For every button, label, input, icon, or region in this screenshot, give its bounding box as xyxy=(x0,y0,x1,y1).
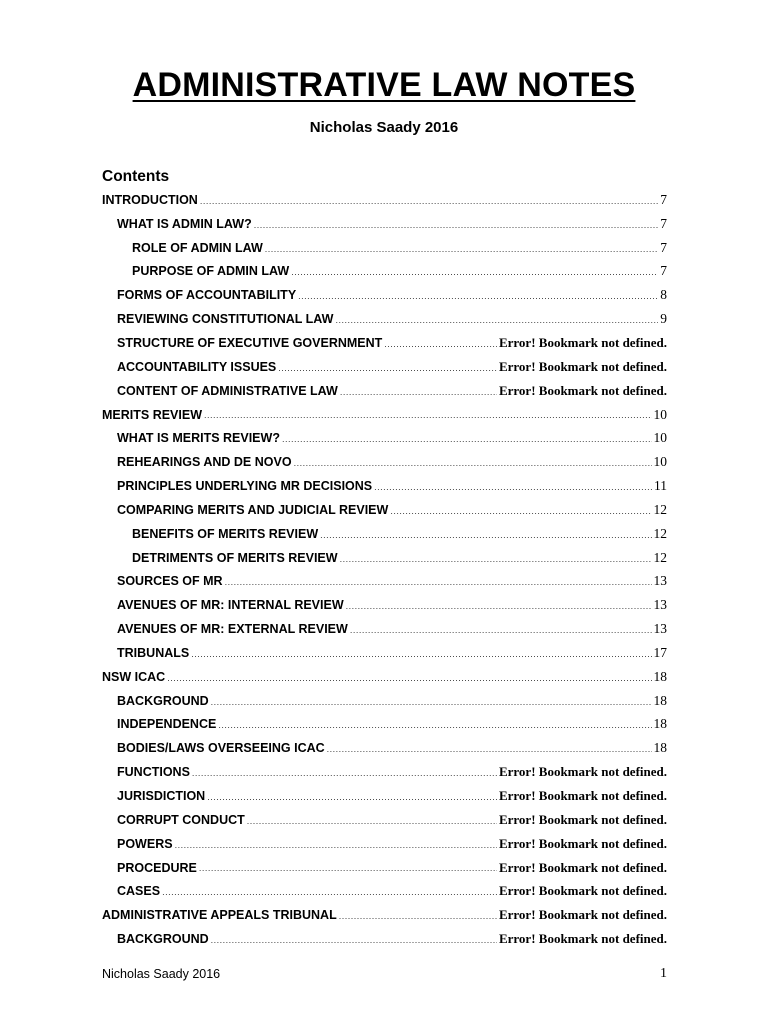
toc-entry[interactable] xyxy=(102,236,667,260)
toc-entry[interactable] xyxy=(102,546,667,570)
toc-entry[interactable] xyxy=(102,522,667,546)
toc-entry-page: 17 xyxy=(653,644,667,660)
toc-dot-leader xyxy=(254,221,659,236)
toc-entry[interactable] xyxy=(102,212,667,236)
toc-entry-page: 7 xyxy=(660,215,667,231)
toc-entry-label: BODIES/LAWS OVERSEEING ICAC xyxy=(117,741,325,756)
toc-entry-page: 18 xyxy=(653,716,667,732)
toc-entry-page: Error! Bookmark not defined. xyxy=(498,859,667,875)
toc-entry[interactable] xyxy=(102,713,667,737)
footer-author: Nicholas Saady 2016 xyxy=(102,967,221,981)
toc-entry-label: NSW ICAC xyxy=(102,669,166,684)
toc-entry[interactable] xyxy=(102,403,667,427)
toc-entry-label: PROCEDURE xyxy=(117,860,197,875)
toc-entry-label: INDEPENDENCE xyxy=(117,717,217,732)
toc-entry-page: 7 xyxy=(660,263,667,279)
toc-entry-label: ROLE OF ADMIN LAW xyxy=(132,240,263,255)
toc-dot-leader xyxy=(390,507,651,522)
toc-entry[interactable] xyxy=(102,188,667,212)
toc-dot-leader xyxy=(162,888,497,903)
toc-entry-page: Error! Bookmark not defined. xyxy=(498,931,667,947)
toc-entry-label: BENEFITS OF MERITS REVIEW xyxy=(132,526,319,541)
toc-entry-page: Error! Bookmark not defined. xyxy=(498,788,667,804)
toc-entry-label: JURISDICTION xyxy=(117,789,206,804)
toc-dot-leader xyxy=(204,411,651,426)
toc-dot-leader xyxy=(340,555,652,570)
toc-entry-label: CONTENT OF ADMINISTRATIVE LAW xyxy=(117,383,338,398)
toc-entry[interactable] xyxy=(102,283,667,307)
toc-entry[interactable] xyxy=(102,736,667,760)
table-of-contents xyxy=(102,188,667,951)
toc-dot-leader xyxy=(278,364,497,379)
toc-entry-label: BACKGROUND xyxy=(117,693,209,708)
toc-entry-label: TRIBUNALS xyxy=(117,645,190,660)
toc-entry[interactable] xyxy=(102,498,667,522)
toc-entry-label: MERITS REVIEW xyxy=(102,407,203,422)
toc-dot-leader xyxy=(175,841,497,856)
toc-entry-label: POWERS xyxy=(117,836,173,851)
toc-dot-leader xyxy=(211,698,652,713)
toc-entry-label: STRUCTURE OF EXECUTIVE GOVERNMENT xyxy=(117,335,383,350)
toc-entry[interactable] xyxy=(102,617,667,641)
toc-dot-leader xyxy=(346,602,652,617)
toc-entry[interactable] xyxy=(102,570,667,594)
toc-entry-label: WHAT IS MERITS REVIEW? xyxy=(117,431,280,446)
toc-entry[interactable] xyxy=(102,331,667,355)
toc-dot-leader xyxy=(339,912,497,927)
toc-entry[interactable] xyxy=(102,927,667,951)
toc-entry[interactable] xyxy=(102,474,667,498)
document-title: ADMINISTRATIVE LAW NOTES xyxy=(132,66,636,104)
toc-dot-leader xyxy=(340,388,497,403)
toc-entry-page: 10 xyxy=(653,430,667,446)
toc-entry-page: 8 xyxy=(660,287,667,303)
toc-entry[interactable] xyxy=(102,379,667,403)
toc-entry-page: 18 xyxy=(653,692,667,708)
author-line: Nicholas Saady 2016 xyxy=(309,119,459,136)
toc-dot-leader xyxy=(320,531,651,546)
toc-entry-label: INTRODUCTION xyxy=(102,192,198,207)
toc-entry-label: ADMINISTRATIVE APPEALS TRIBUNAL xyxy=(102,908,337,923)
toc-entry-page: 11 xyxy=(654,478,667,494)
toc-dot-leader xyxy=(199,864,497,879)
toc-dot-leader xyxy=(191,650,651,665)
toc-entry-label: ACCOUNTABILITY ISSUES xyxy=(117,359,277,374)
toc-dot-leader xyxy=(294,459,652,474)
toc-entry-page: 7 xyxy=(660,191,667,207)
toc-entry-label: SOURCES OF MR xyxy=(117,574,223,589)
toc-entry-label: FORMS OF ACCOUNTABILITY xyxy=(117,288,297,303)
toc-entry-label: AVENUES OF MR: EXTERNAL REVIEW xyxy=(117,622,348,637)
toc-entry-page: 13 xyxy=(653,573,667,589)
toc-dot-leader xyxy=(207,793,497,808)
toc-entry-page: Error! Bookmark not defined. xyxy=(498,334,667,350)
toc-entry-page: Error! Bookmark not defined. xyxy=(498,835,667,851)
toc-dot-leader xyxy=(247,817,497,832)
toc-entry-label: DETRIMENTS OF MERITS REVIEW xyxy=(132,550,338,565)
toc-entry-page: Error! Bookmark not defined. xyxy=(498,764,667,780)
toc-entry-page: 12 xyxy=(653,501,667,517)
toc-dot-leader xyxy=(167,674,651,689)
toc-entry-label: PRINCIPLES UNDERLYING MR DECISIONS xyxy=(117,479,373,494)
toc-entry-label: COMPARING MERITS AND JUDICIAL REVIEW xyxy=(117,502,389,517)
toc-dot-leader xyxy=(192,769,497,784)
toc-entry-page: 13 xyxy=(653,621,667,637)
toc-dot-leader xyxy=(384,340,497,355)
toc-entry-page: 18 xyxy=(653,668,667,684)
toc-entry[interactable] xyxy=(102,593,667,617)
toc-entry-page: Error! Bookmark not defined. xyxy=(498,883,667,899)
toc-entry-label: AVENUES OF MR: INTERNAL REVIEW xyxy=(117,598,344,613)
toc-entry[interactable] xyxy=(102,641,667,665)
contents-heading: Contents xyxy=(102,168,170,185)
toc-entry-page: 12 xyxy=(653,549,667,565)
toc-entry[interactable] xyxy=(102,760,667,784)
toc-entry-label: BACKGROUND xyxy=(117,932,209,947)
toc-dot-leader xyxy=(211,936,497,951)
toc-entry[interactable] xyxy=(102,307,667,331)
toc-entry[interactable] xyxy=(102,784,667,808)
toc-entry[interactable] xyxy=(102,856,667,880)
toc-entry-page: 10 xyxy=(653,406,667,422)
footer-page-number: 1 xyxy=(660,966,667,981)
toc-entry-page: Error! Bookmark not defined. xyxy=(498,907,667,923)
toc-entry[interactable] xyxy=(102,426,667,450)
toc-dot-leader xyxy=(298,292,658,307)
toc-entry-label: PURPOSE OF ADMIN LAW xyxy=(132,264,290,279)
toc-entry[interactable] xyxy=(102,808,667,832)
toc-entry-page: 9 xyxy=(660,311,667,327)
toc-entry[interactable] xyxy=(102,879,667,903)
toc-dot-leader xyxy=(218,721,651,736)
toc-entry-label: WHAT IS ADMIN LAW? xyxy=(117,216,252,231)
toc-dot-leader xyxy=(291,268,658,283)
toc-dot-leader xyxy=(350,626,652,641)
toc-dot-leader xyxy=(265,245,658,260)
toc-entry-page: 13 xyxy=(653,597,667,613)
toc-dot-leader xyxy=(335,316,658,331)
toc-entry[interactable] xyxy=(102,903,667,927)
toc-entry-page: 12 xyxy=(653,525,667,541)
toc-entry-page: 18 xyxy=(653,740,667,756)
toc-entry-label: REHEARINGS AND DE NOVO xyxy=(117,455,292,470)
toc-entry-page: 10 xyxy=(653,454,667,470)
toc-dot-leader xyxy=(200,197,658,212)
toc-entry-page: 7 xyxy=(660,239,667,255)
toc-dot-leader xyxy=(282,435,652,450)
toc-entry[interactable] xyxy=(102,450,667,474)
toc-entry-label: FUNCTIONS xyxy=(117,765,190,780)
toc-entry-label: REVIEWING CONSTITUTIONAL LAW xyxy=(117,312,334,327)
toc-entry-label: CASES xyxy=(117,884,161,899)
toc-dot-leader xyxy=(374,483,652,498)
toc-entry[interactable] xyxy=(102,665,667,689)
toc-entry[interactable] xyxy=(102,832,667,856)
toc-entry[interactable] xyxy=(102,260,667,284)
toc-entry-label: CORRUPT CONDUCT xyxy=(117,812,245,827)
toc-entry[interactable] xyxy=(102,355,667,379)
toc-dot-leader xyxy=(225,578,652,593)
toc-dot-leader xyxy=(327,745,652,760)
toc-entry-page: Error! Bookmark not defined. xyxy=(498,811,667,827)
toc-entry-page: Error! Bookmark not defined. xyxy=(498,382,667,398)
toc-entry-page: Error! Bookmark not defined. xyxy=(498,358,667,374)
toc-entry[interactable] xyxy=(102,689,667,713)
